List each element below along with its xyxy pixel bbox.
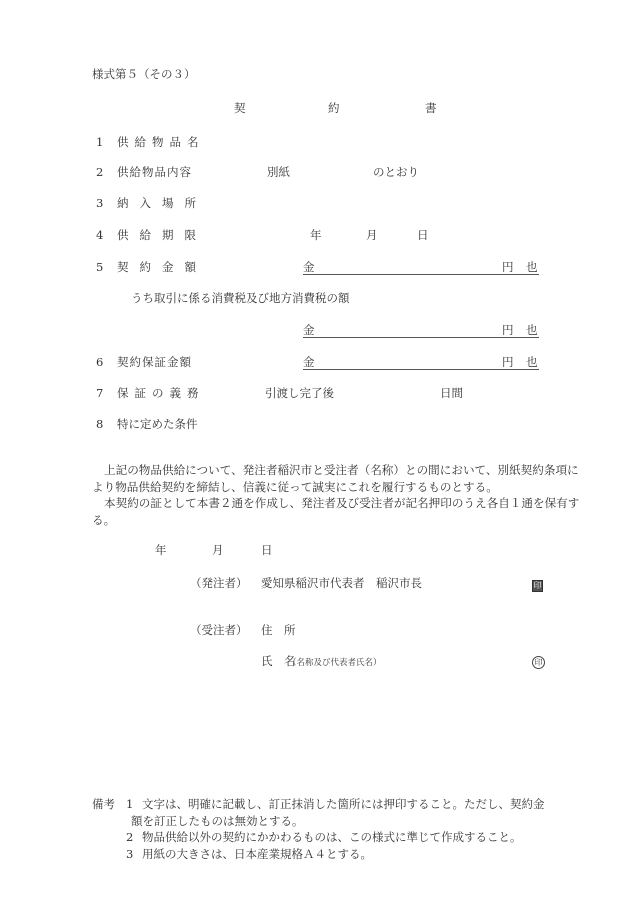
item-value: のとおり <box>373 165 419 179</box>
item-number: 4 <box>96 228 104 242</box>
contractor-seal: 印 <box>532 656 545 669</box>
orderer-name: 愛知県稲沢市代表者 稲沢市長 <box>261 576 422 590</box>
month-label: 月 <box>366 228 378 242</box>
item-label: 契約保証金額 <box>117 355 192 369</box>
contractor-role: （受注者） <box>190 623 248 637</box>
body-paragraph: 本契約の証として本書２通を作成し、発注者及び受注者が記名押印のうえ各自１通を保有する。 <box>92 496 580 527</box>
seal-icon <box>532 577 543 592</box>
item-label: 納入場所 <box>117 196 207 210</box>
month-label: 月 <box>212 543 224 557</box>
item-number: 3 <box>96 196 104 210</box>
amount-suffix-yen: 円 <box>502 355 514 369</box>
title-char: 契 <box>234 101 246 115</box>
item-label: 供給物品内容 <box>117 165 192 179</box>
note-text: 額を訂正したものは無効とする。 <box>131 813 304 828</box>
item-label: 供給物品名 <box>117 135 205 149</box>
item-number: 2 <box>96 165 104 179</box>
body-paragraph: 上記の物品供給について、発注者稲沢市と受注者（名称）との間において、別紙契約条項により物品供給契約を締結し、信義に従って誠実にこれを履行するものとする。 <box>92 463 579 494</box>
contractor-name-note: （名称及び代表者氏名） <box>288 658 382 668</box>
item-number: 7 <box>96 386 104 400</box>
note-number: 3 <box>126 846 134 861</box>
amount-suffix-yen: 円 <box>502 260 514 274</box>
day-label: 日 <box>261 543 273 557</box>
item-label: 保証の義務 <box>117 386 205 400</box>
orderer-seal: 印 <box>533 581 542 590</box>
item-value: 日間 <box>440 386 463 400</box>
item-number: 8 <box>96 417 104 431</box>
notes-section <box>92 796 592 862</box>
note-number: 2 <box>126 830 134 845</box>
year-label: 年 <box>155 543 167 557</box>
amount-suffix-nari: 也 <box>526 323 538 337</box>
amount-underline <box>303 337 539 338</box>
year-label: 年 <box>310 228 322 242</box>
item-label: 契約金額 <box>117 260 207 274</box>
note-text: 物品供給以外の契約にかかわるものは、この様式に準じて作成すること。 <box>142 830 522 845</box>
amount-prefix: 金 <box>303 355 315 369</box>
amount-underline <box>303 369 539 370</box>
seal-icon <box>532 654 545 669</box>
item-number: 1 <box>96 135 104 149</box>
amount-suffix-yen: 円 <box>502 323 514 337</box>
contract-body <box>92 462 584 528</box>
item-number: 5 <box>96 260 104 274</box>
title-char: 約 <box>328 101 340 115</box>
day-label: 日 <box>417 228 429 242</box>
amount-prefix: 金 <box>303 323 315 337</box>
note-number: 1 <box>126 797 134 811</box>
item-value: 別紙 <box>267 165 290 179</box>
item-value: 引渡し完了後 <box>265 386 334 400</box>
contractor-name-label: 氏 名 <box>261 654 296 668</box>
title-char: 書 <box>425 101 437 115</box>
amount-suffix-nari: 也 <box>526 260 538 274</box>
contractor-address-label: 住 所 <box>261 623 296 637</box>
amount-underline <box>303 274 539 275</box>
item-number: 6 <box>96 355 104 369</box>
item-label: 供給期限 <box>117 228 207 242</box>
amount-prefix: 金 <box>303 260 315 274</box>
amount-suffix-nari: 也 <box>526 355 538 369</box>
tax-label: うち取引に係る消費税及び地方消費税の額 <box>131 291 350 305</box>
note-text: 用紙の大きさは、日本産業規格Ａ４とする。 <box>142 846 372 861</box>
note-text: 文字は、明確に記載し、訂正抹消した箇所には押印すること。ただし、契約金 <box>142 797 545 811</box>
orderer-role: （発注者） <box>190 576 248 590</box>
form-id: 様式第５（その３） <box>92 67 196 81</box>
item-label: 特に定めた条件 <box>117 417 198 431</box>
notes-label: 備考 <box>92 797 115 811</box>
